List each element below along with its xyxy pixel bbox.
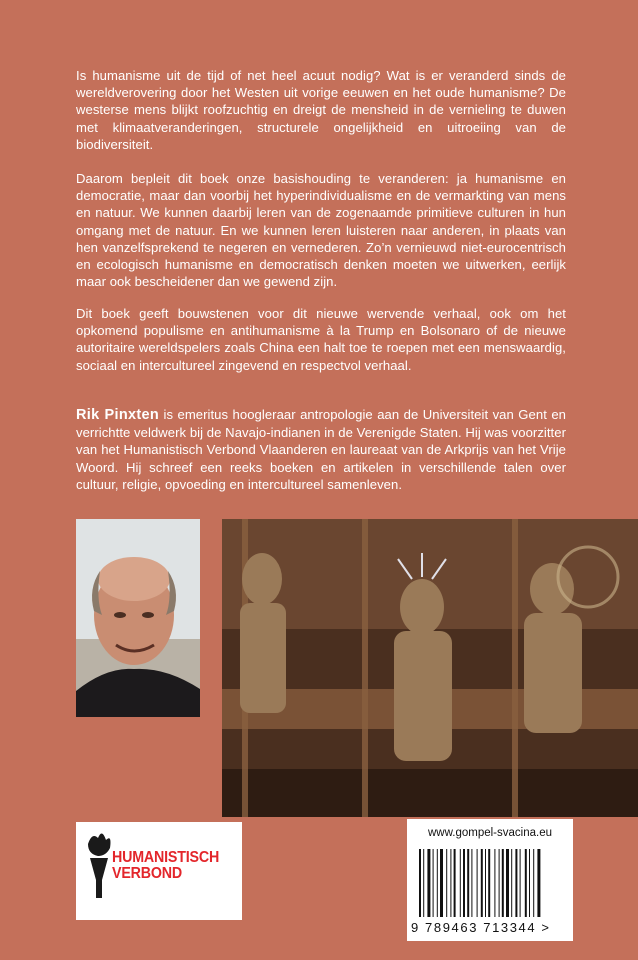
humanistisch-verbond-logo — [76, 822, 242, 920]
logo-line-2: VERBOND — [112, 865, 183, 882]
purpose-paragraph: Dit boek geeft bouwstenen voor dit nieuwe wervende verhaal, ook om het opkomend populisme en antihumanisme à la Trump en Bolsonaro of de nieuwe autoritaire wereldspelers zoals China een halt toe te roepen met een menswaardig, sociaal en intercultureel zingevend en respectvol verhaal. — [76, 306, 566, 373]
argument-paragraph: Daarom bepleit dit boek onze basishouding te veranderen: ja humanisme en democratie, maar dan voorbij het hyperindividualisme en de vermarkting van mens en natuur. We kunnen daarbij leren van de zogenaamde primitieve culturen in hun omgang met de natuur. En we kunnen leren luisteren naar anderen, in plaats van hen vanzelfsprekend te negeren en vernederen. Zo’n vernieuwd niet-eurocentrisch en ecologisch humanisme en democratisch denken moeten we uitwerken, eerlijk maar ook bescheidener dan we gewend zijn. — [76, 171, 566, 290]
author-photo — [76, 519, 200, 717]
author-bio-text: is emeritus hoogleraar antropologie aan de Universiteit van Gent en verrichtte veldwerk bij de Navajo-indianen in de Verenigde Staten. Hij was voorzitter van het Humanistisch Verbond Vlaanderen en laureaat van de Arkprijs van het Vrije Woord. Hij schreef een reeks boeken en artikelen in verschillende talen over cultuur, religie, opvoeding en intercultureel samenleven. — [76, 407, 566, 492]
intro-paragraph: Is humanisme uit de tijd of net heel acuut nodig? Wat is er veranderd sinds de wereldverovering door het Westen uit vorige eeuwen en het oude humanisme? De westerse mens blijkt roofzuchtig en dreigt de mensheid in de vernieling te duwen met klimaatveranderingen, structurele ongelijkheid en uitroeiing van de biodiversiteit. — [76, 68, 566, 152]
isbn-barcode — [407, 819, 573, 941]
author-bio — [76, 406, 566, 493]
publisher-url: www.gompel-svacina.eu — [427, 827, 552, 839]
figures-photo — [222, 519, 638, 817]
logo-wordmark — [112, 850, 219, 882]
logo-line-1: HUMANISTISCH — [112, 849, 220, 866]
author-name: Rik Pinxten — [76, 407, 160, 423]
museum-figures-image — [222, 519, 638, 817]
isbn-digits: 9 789463 713344 > — [411, 920, 551, 935]
author-portrait-image — [76, 519, 200, 717]
